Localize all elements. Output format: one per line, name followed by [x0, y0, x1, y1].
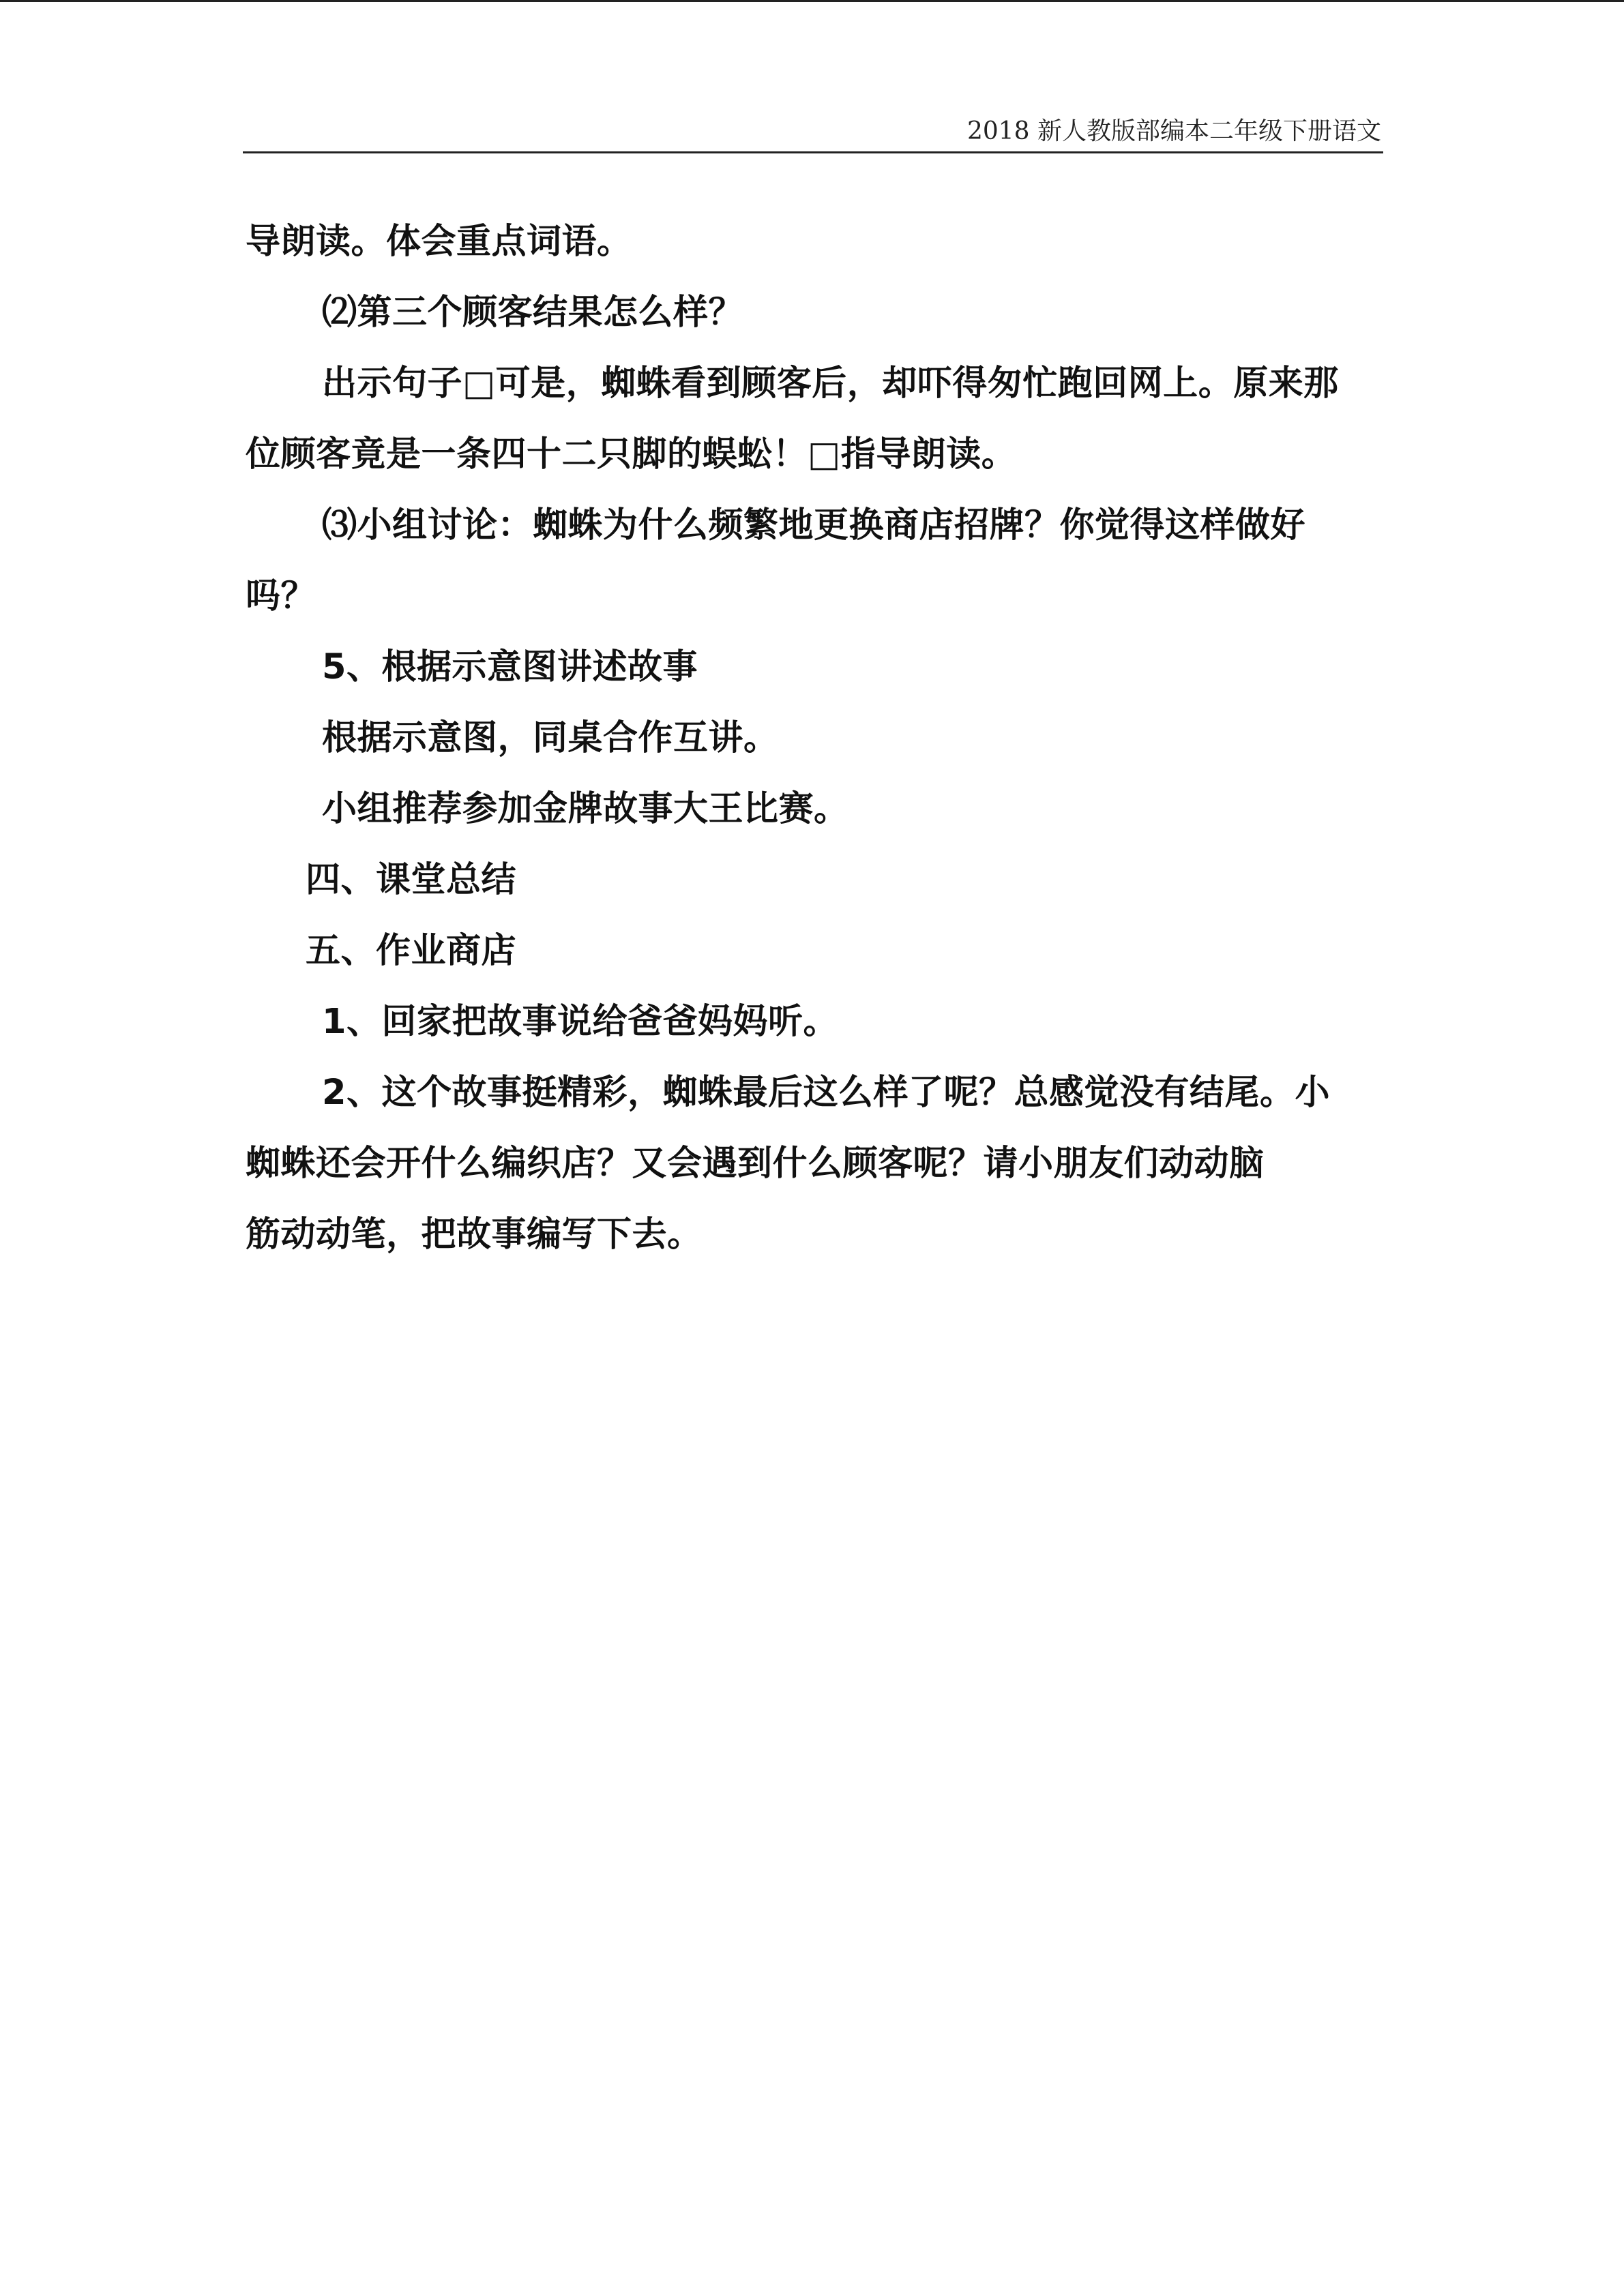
text-line: 蜘蛛还会开什么编织店？又会遇到什么顾客呢？请小朋友们动动脑: [246, 1144, 1265, 1184]
text-line: 5、根据示意图讲述故事: [322, 647, 698, 687]
text-line: ⑵第三个顾客结果怎么样？: [322, 293, 744, 333]
text-line: 出示句子□可是，蜘蛛看到顾客后，却吓得匆忙跑回网上。原来那: [322, 363, 1339, 404]
section-heading: 五、作业商店: [306, 931, 517, 971]
header-divider: [243, 151, 1383, 153]
text-line: 小组推荐参加金牌故事大王比赛。: [322, 789, 849, 829]
section-heading: 四、课堂总结: [306, 860, 517, 900]
text-line: 导朗读。体会重点词语。: [246, 222, 632, 262]
text-line: 筋动动笔，把故事编写下去。: [246, 1214, 703, 1255]
body-text: [246, 207, 1381, 1270]
text-line: 根据示意图，同桌合作互讲。: [322, 718, 779, 758]
text-line: 2、这个故事挺精彩，蜘蛛最后这么样了呢？总感觉没有结尾。小: [322, 1073, 1330, 1113]
page-header-title: 2018 新人教版部编本二年级下册语文: [966, 117, 1381, 145]
text-line: ⑶小组讨论：蜘蛛为什么频繁地更换商店招牌？你觉得这样做好: [322, 505, 1306, 546]
text-line: 吗？: [246, 576, 316, 616]
text-line: 位顾客竟是一条四十二只脚的蜈蚣！□指导朗读。: [246, 434, 1017, 475]
text-line: 1、回家把故事说给爸爸妈妈听。: [322, 1002, 838, 1042]
